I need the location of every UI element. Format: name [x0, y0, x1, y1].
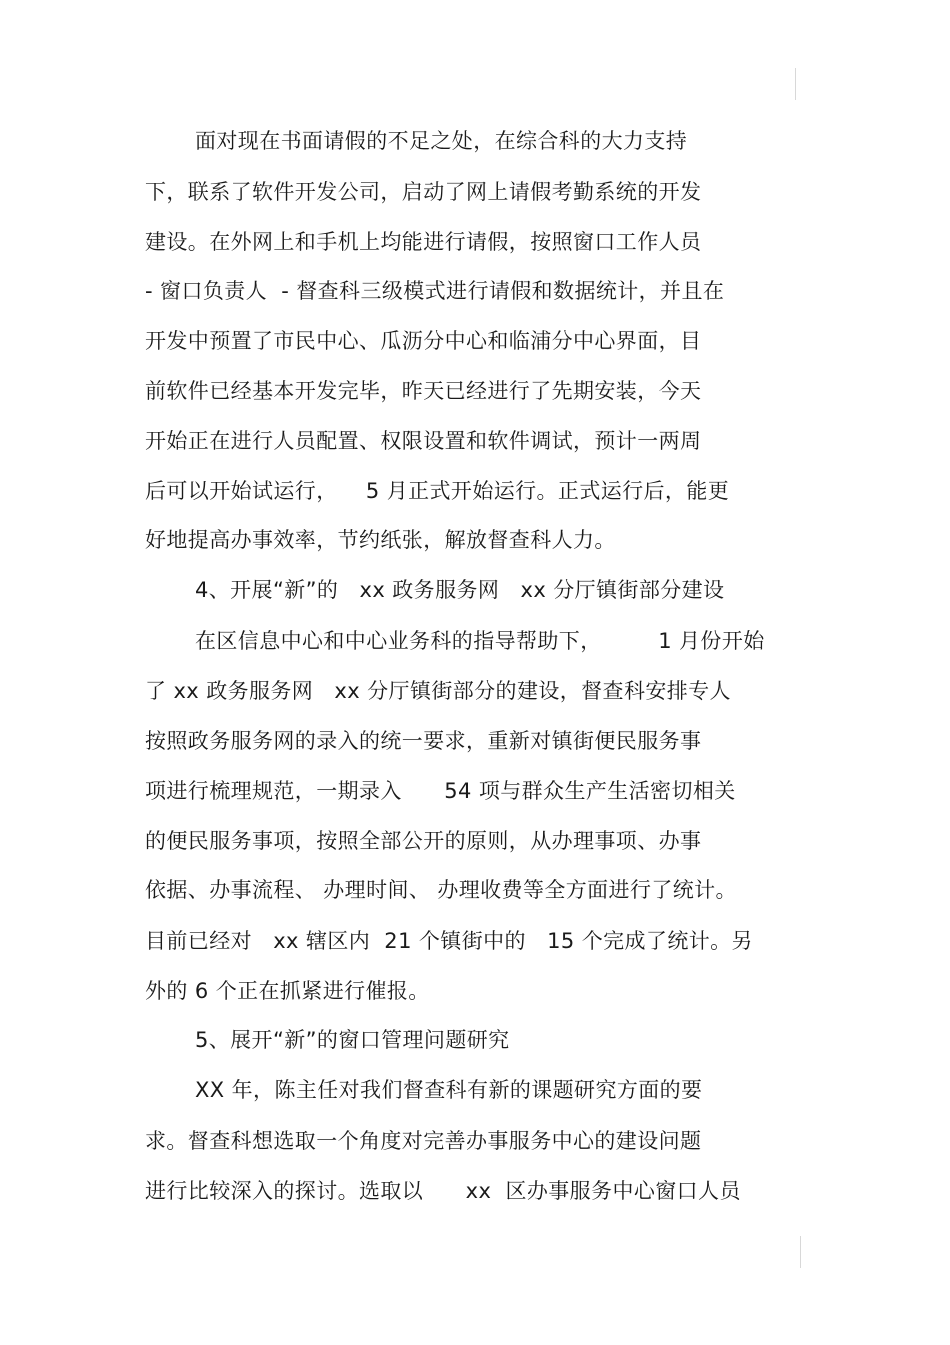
paragraph-line: 后可以开始试运行， 5 月正式开始运行。正式运行后，能更 [145, 479, 730, 503]
page-margin-mark-top [795, 68, 796, 100]
paragraph-line: 目前已经对 xx 辖区内 21 个镇街中的 15 个完成了统计。另 [145, 929, 753, 953]
paragraph-line: 依据、办事流程、 办理时间、 办理收费等全方面进行了统计。 [145, 878, 737, 902]
paragraph-line: 下，联系了软件开发公司，启动了网上请假考勤系统的开发 [145, 180, 702, 204]
paragraph-line: XX 年，陈主任对我们督查科有新的课题研究方面的要 [195, 1078, 703, 1102]
paragraph-line: 外的 6 个正在抓紧进行催报。 [145, 979, 430, 1003]
paragraph-line: 求。督查科想选取一个角度对完善办事服务中心的建设问题 [145, 1129, 702, 1153]
paragraph-line: 建设。在外网上和手机上均能进行请假，按照窗口工作人员 [145, 230, 702, 254]
paragraph-line: 好地提高办事效率，节约纸张，解放督查科人力。 [145, 528, 616, 552]
paragraph-line: 前软件已经基本开发完毕，昨天已经进行了先期安装，今天 [145, 379, 702, 403]
paragraph-line: 项进行梳理规范，一期录入 54 项与群众生产生活密切相关 [145, 779, 736, 803]
paragraph-line: 了 xx 政务服务网 xx 分厅镇街部分的建设，督查科安排专人 [145, 679, 731, 703]
paragraph-line: 开始正在进行人员配置、权限设置和软件调试，预计一两周 [145, 429, 702, 453]
paragraph-line: 的便民服务事项，按照全部公开的原则，从办理事项、办事 [145, 829, 702, 853]
paragraph-line: 按照政务服务网的录入的统一要求，重新对镇街便民服务事 [145, 729, 702, 753]
paragraph-line: 在区信息中心和中心业务科的指导帮助下， 1 月份开始 [195, 629, 765, 653]
section-heading: 5、展开“新”的窗口管理问题研究 [195, 1028, 510, 1052]
section-heading: 4、开展“新”的 xx 政务服务网 xx 分厅镇街部分建设 [195, 578, 725, 602]
paragraph-line: 进行比较深入的探讨。选取以 xx 区办事服务中心窗口人员 [145, 1179, 741, 1203]
paragraph-line: - 窗口负责人 - 督查科三级模式进行请假和数据统计，并且在 [145, 279, 725, 303]
paragraph-line: 面对现在书面请假的不足之处，在综合科的大力支持 [195, 129, 688, 153]
paragraph-line: 开发中预置了市民中心、瓜沥分中心和临浦分中心界面，目 [145, 329, 702, 353]
page-margin-mark-bottom [800, 1236, 801, 1268]
